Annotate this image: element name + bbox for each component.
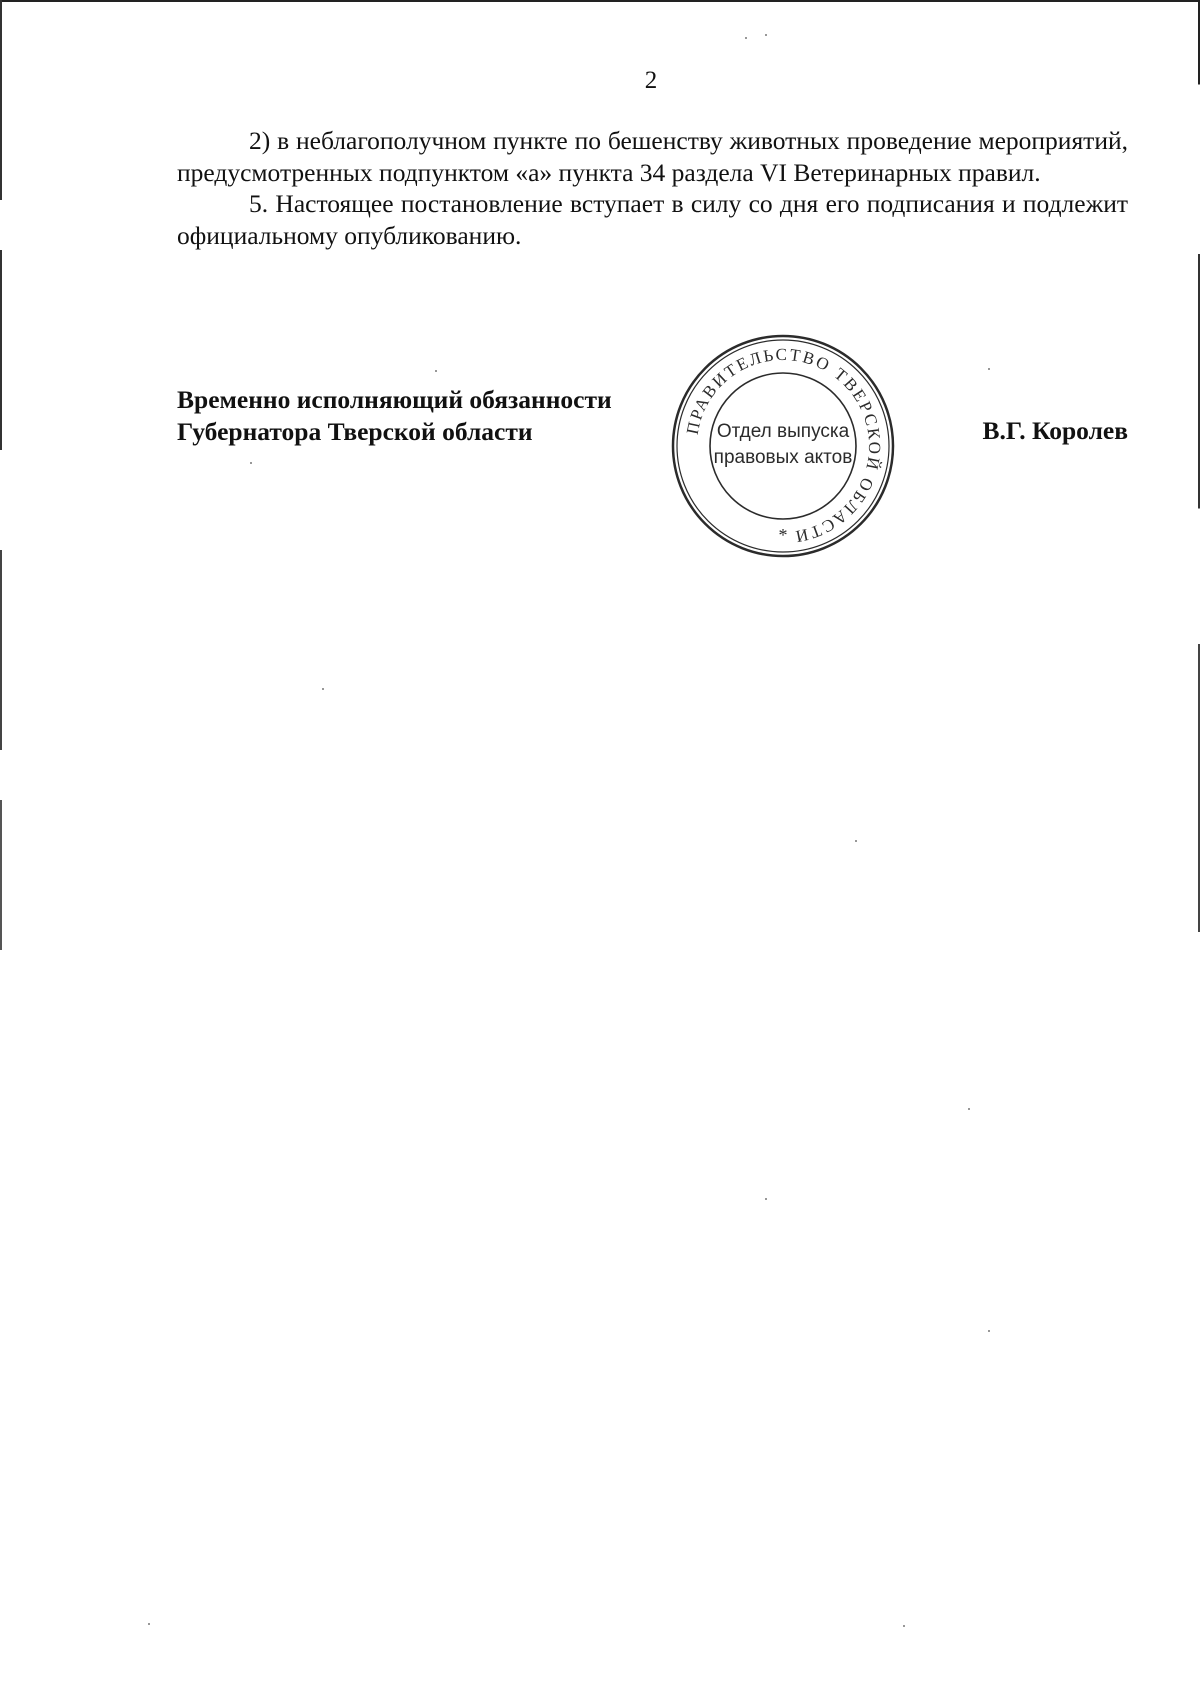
- stamp-center-line1: Отдел выпуска: [716, 421, 850, 442]
- document-body: [177, 125, 1128, 251]
- scan-speck: [855, 840, 857, 842]
- stamp-inner-ring: [710, 373, 856, 519]
- scan-speck: [988, 368, 990, 370]
- official-stamp: [670, 333, 896, 559]
- stamp-ring-text: ПРАВИТЕЛЬСТВО ТВЕРСКОЙ ОБЛАСТИ: [682, 344, 885, 547]
- scan-speck: [988, 1330, 990, 1332]
- scan-speck: [435, 370, 437, 372]
- signatory-position-line2: Губернатора Тверской области: [177, 416, 533, 446]
- scan-speck: [745, 37, 747, 39]
- stamp-seal-icon: [670, 333, 896, 559]
- scan-speck: [765, 1198, 767, 1200]
- signatory-name: В.Г. Королев: [982, 416, 1128, 445]
- page-number: 2: [644, 67, 658, 94]
- scan-left-edge: [0, 0, 2, 1000]
- paragraph-item-2: 2) в неблагополучном пункте по бешенству животных проведение мероприятий, предусмотренных подпунктом «а» пункта 34 раздела VI Ветеринарных правил.: [177, 126, 1128, 187]
- paragraph-item-5: 5. Настоящее постановление вступает в силу со дня его подписания и подлежит официальному опубликованию.: [177, 189, 1128, 250]
- scan-speck: [968, 1108, 970, 1110]
- scan-speck: [148, 1623, 150, 1625]
- stamp-outer-ring-inner: [677, 340, 889, 552]
- scan-speck: [322, 688, 324, 690]
- scan-speck: [250, 462, 252, 464]
- scan-speck: [903, 1625, 905, 1627]
- scan-speck: [765, 34, 767, 36]
- stamp-outer-ring: [673, 336, 893, 556]
- stamp-star: *: [778, 525, 788, 545]
- stamp-center-line2: правовых актов: [713, 447, 853, 468]
- signatory-position-line1: Временно исполняющий обязанности: [177, 385, 612, 414]
- signatory-position: [177, 384, 657, 447]
- scan-top-edge: [0, 0, 1200, 2]
